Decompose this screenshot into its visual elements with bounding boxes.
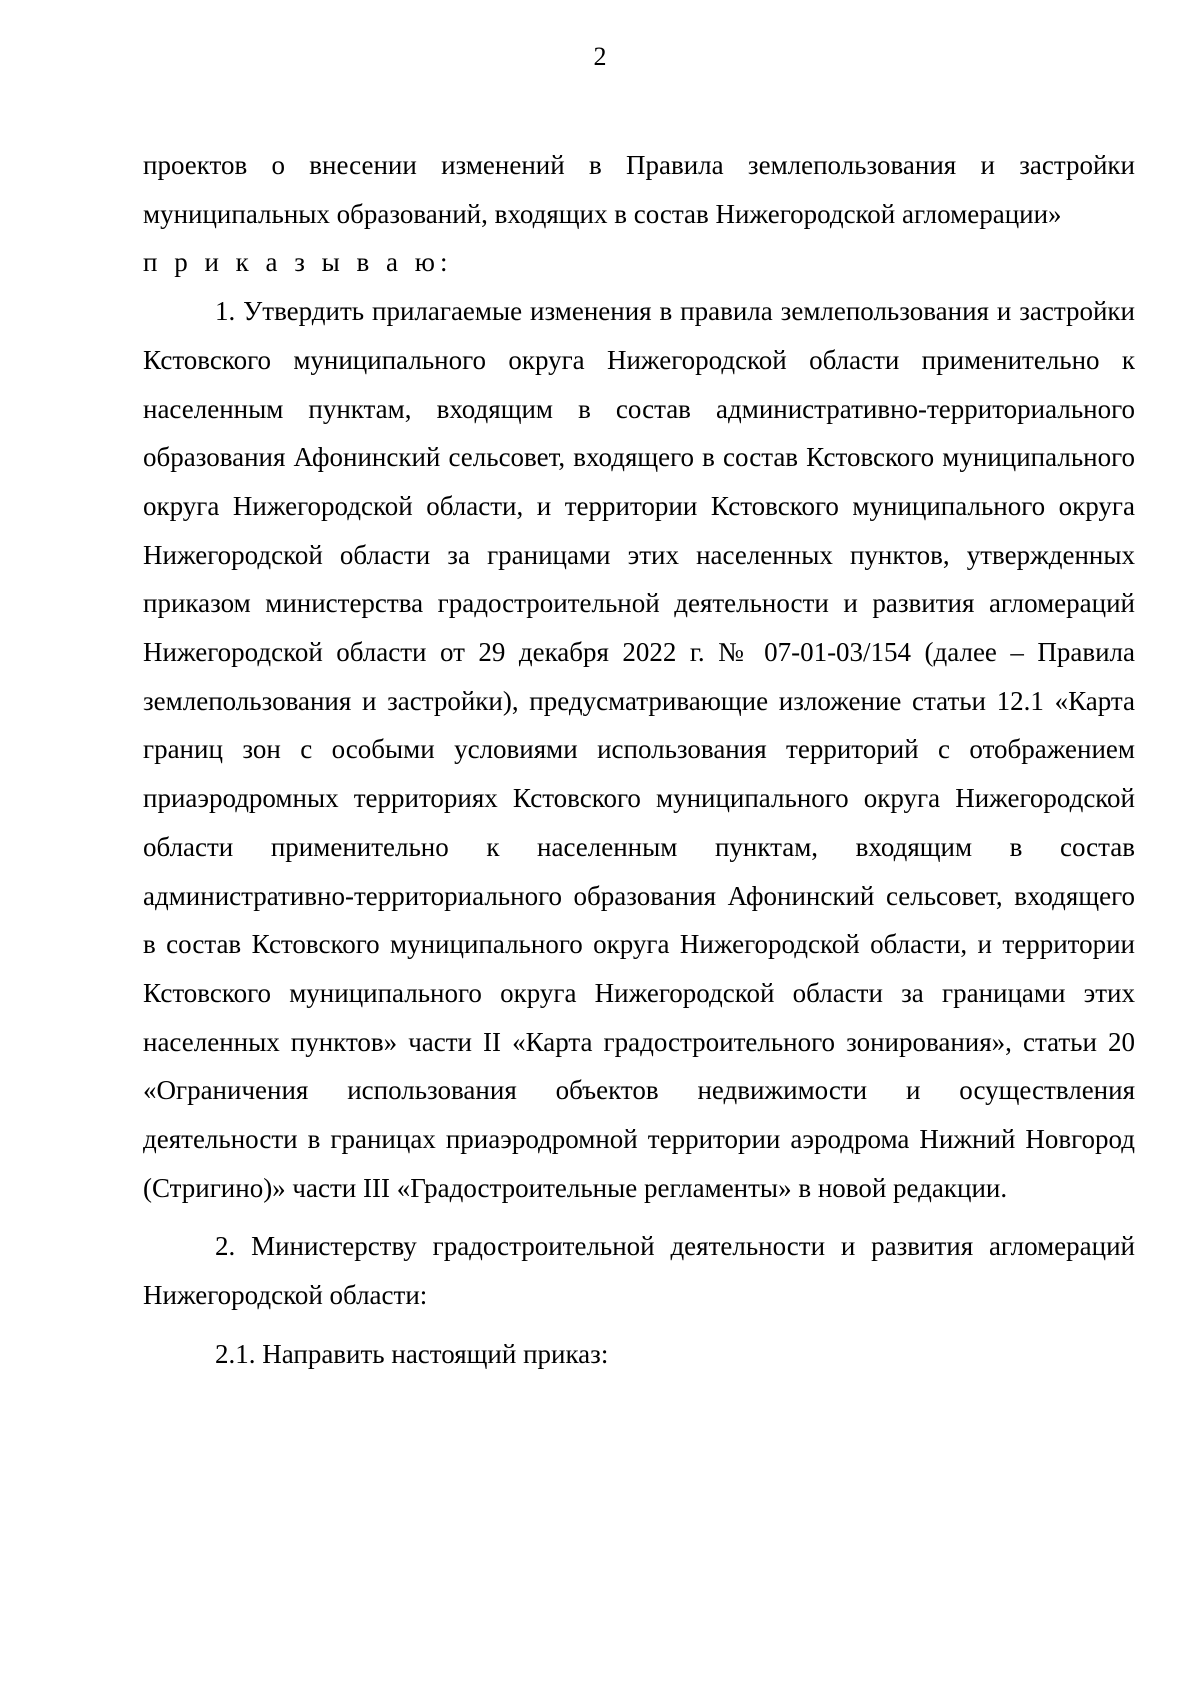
order-word: п р и к а з ы в а ю: <box>143 247 453 278</box>
document-body <box>143 141 1135 1379</box>
item-2-1-paragraph: 2.1. Направить настоящий приказ: <box>215 1338 609 1369</box>
item-2-paragraph: 2. Министерству градостроительной деятельности и развития агломераций Нижегородской области: <box>143 1231 1135 1311</box>
page-number: 2 <box>593 42 607 71</box>
intro-paragraph: проектов о внесении изменений в Правила землепользования и застройки муниципальных образований, входящих в состав Нижегородской агломерации» <box>143 150 1135 229</box>
item-1-paragraph: 1. Утвердить прилагаемые изменения в правила землепользования и застройки Кстовского муниципального округа Нижегородской области применительно к населенным пунктам, входящим в состав административно-территориального образования Афонинский сельсовет, входящего в состав Кстовского муниципального округа Нижегородской области, и территории Кстовского муниципального округа Нижегородской области за границами этих населенных пунктов, утвержденных приказом министерства градостроительной деятельности и развития агломераций Нижегородской области от 29 декабря 2022 г. № 07-01-03/154 (далее – Правила землепользования и застройки), предусматривающие изложение статьи 12.1 «Карта границ зон с особыми условиями использования территорий с отображением приаэродромных территориях Кстовского муниципального округа Нижегородской области применительно к населенным пунктам, входящим в состав административно-территориального образования Афонинский сельсовет, входящего в состав Кстовского муниципального округа Нижегородской области, и территории Кстовского муниципального округа Нижегородской области за границами этих населенных пунктов» части II «Карта градостроительного зонирования», статьи 20 «Ограничения использования объектов недвижимости и осуществления деятельности в границах приаэродромной территории аэродрома Нижний Новгород (Стригино)» части III «Градостроительные регламенты» в новой редакции. <box>143 296 1135 1203</box>
